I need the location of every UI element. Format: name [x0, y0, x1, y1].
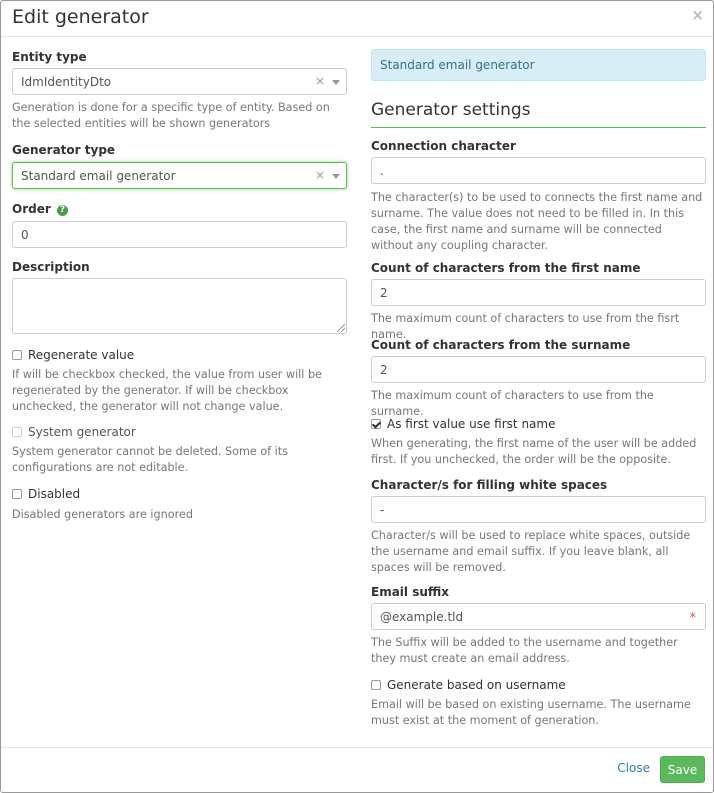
entity-type-label: Entity type	[12, 50, 87, 64]
generator-info-banner: Standard email generator	[371, 49, 706, 81]
order-input[interactable]	[12, 221, 347, 248]
whitespace-fill-value: -	[380, 502, 385, 517]
system-generator-checkbox-row	[12, 425, 136, 439]
email-suffix-value: @example.tld	[380, 609, 464, 624]
clear-icon[interactable]: ×	[314, 74, 325, 88]
order-value: 0	[21, 227, 29, 242]
whitespace-fill-help: Character/s will be used to replace white spaces, outside the username and email suffix. If you leave blank, all spaces will be removed.	[371, 529, 691, 574]
description-textarea[interactable]	[12, 278, 347, 334]
surname-count-value: 2	[380, 362, 388, 377]
modal-title: Edit generator	[12, 6, 149, 28]
connection-character-input[interactable]	[371, 157, 706, 184]
modal-footer	[1, 747, 713, 792]
generator-settings-heading: Generator settings	[371, 100, 706, 128]
first-value-first-name-checkbox[interactable]	[371, 419, 381, 429]
clear-icon[interactable]: ×	[314, 168, 325, 182]
first-value-first-name-label: As first value use first name	[387, 417, 556, 431]
regenerate-label: Regenerate value	[28, 348, 135, 362]
save-button[interactable]: Save	[660, 756, 705, 783]
first-name-count-input[interactable]	[371, 279, 706, 306]
connection-character-label: Connection character	[371, 139, 516, 153]
first-name-count-label: Count of characters from the first name	[371, 261, 641, 275]
close-icon[interactable]: ×	[691, 6, 704, 24]
system-generator-checkbox	[12, 427, 22, 437]
system-generator-help: System generator cannot be deleted. Some of its configurations are not editable.	[12, 445, 288, 474]
based-on-username-label: Generate based on username	[387, 678, 566, 692]
based-on-username-help: Email will be based on existing username. The username must exist at the moment of generation.	[371, 698, 691, 727]
modal-header	[1, 1, 713, 37]
regenerate-checkbox[interactable]	[12, 350, 22, 360]
based-on-username-checkbox-row[interactable]	[371, 678, 566, 692]
chevron-down-icon[interactable]	[332, 174, 340, 179]
connection-character-help: The character(s) to be used to connects the first name and surname. The value does not need to be filled in. In this case, the first name and surname will be connected without any coupling character.	[371, 191, 703, 252]
generator-type-value: Standard email generator	[21, 168, 176, 183]
entity-type-value: IdmIdentityDto	[21, 74, 112, 89]
whitespace-fill-input[interactable]	[371, 496, 706, 523]
disabled-checkbox[interactable]	[12, 489, 22, 499]
email-suffix-label: Email suffix	[371, 585, 450, 599]
regenerate-checkbox-row[interactable]	[12, 348, 134, 362]
disabled-label: Disabled	[28, 487, 81, 501]
first-name-count-help: The maximum count of characters to use from the fisrt name.	[371, 312, 680, 341]
order-label	[12, 202, 68, 216]
modal-body	[1, 37, 713, 747]
generator-type-label: Generator type	[12, 143, 116, 157]
disabled-checkbox-row[interactable]	[12, 487, 80, 501]
first-value-first-name-help: When generating, the first name of the user will be added first. If you unchecked, the order will be the opposite.	[371, 437, 697, 466]
regenerate-help: If will be checkbox checked, the value from user will be regenerated by the generator. If will be checkbox unchecked, the generator will not change value.	[12, 368, 322, 413]
based-on-username-checkbox[interactable]	[371, 680, 381, 690]
first-value-first-name-checkbox-row[interactable]	[371, 417, 555, 431]
entity-type-help: Generation is done for a specific type of entity. Based on the selected entities will be shown generators	[12, 101, 330, 130]
whitespace-fill-label: Character/s for filling white spaces	[371, 478, 608, 492]
surname-count-label: Count of characters from the surname	[371, 338, 631, 352]
surname-count-input[interactable]	[371, 356, 706, 383]
email-suffix-help: The Suffix will be added to the username and together they must create an email address.	[371, 636, 678, 665]
resize-handle-icon[interactable]	[337, 324, 345, 332]
chevron-down-icon[interactable]	[332, 80, 340, 85]
email-suffix-input[interactable]	[371, 603, 706, 630]
required-indicator: *	[689, 611, 696, 626]
entity-type-select[interactable]	[12, 68, 347, 95]
connection-character-value: .	[380, 163, 384, 178]
description-label: Description	[12, 260, 90, 274]
disabled-help: Disabled generators are ignored	[12, 508, 193, 521]
order-label-text: Order	[12, 202, 51, 216]
close-button[interactable]: Close	[617, 761, 650, 775]
system-generator-label: System generator	[28, 425, 136, 439]
generator-type-select[interactable]	[12, 162, 347, 189]
surname-count-help: The maximum count of characters to use from the surname.	[371, 389, 654, 418]
help-icon[interactable]: ?	[57, 205, 68, 216]
first-name-count-value: 2	[380, 285, 388, 300]
